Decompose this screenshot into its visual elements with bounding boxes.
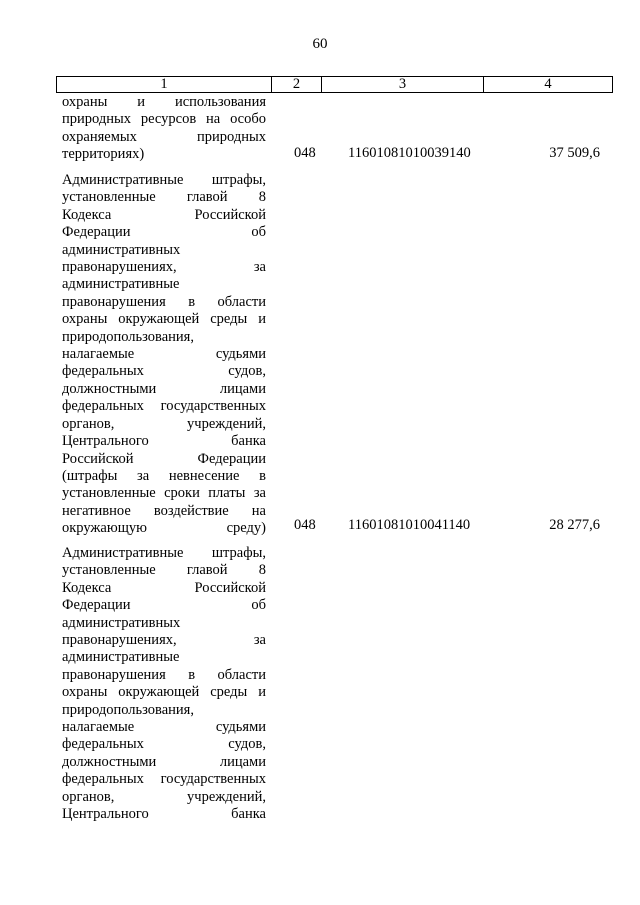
description-line: правонарушениях, за — [62, 259, 266, 276]
header-col-1: 1 — [57, 77, 272, 93]
page-number: 60 — [312, 36, 328, 52]
description-line: установленные сроки платы за — [62, 485, 266, 502]
description-line: Федерации об — [62, 597, 266, 614]
table-row — [62, 94, 266, 164]
row-description — [62, 94, 266, 164]
description-line: должностными лицами — [62, 380, 266, 397]
kbk-code: 11601081010041140 — [348, 517, 471, 533]
table-header — [56, 76, 613, 93]
description-line: правонарушения в области — [62, 293, 266, 310]
description-line: административные — [62, 649, 180, 666]
amount: 37 509,6 — [549, 145, 600, 161]
description-line: установленные главой 8 — [62, 562, 266, 579]
description-line: федеральных государственных — [62, 771, 266, 788]
description-line: должностными лицами — [62, 753, 266, 770]
amount: 28 277,6 — [549, 517, 600, 533]
header-col-4: 4 — [484, 77, 613, 93]
row-description — [62, 545, 266, 824]
description-line: установленные главой 8 — [62, 189, 266, 206]
description-line: органов, учреждений, — [62, 788, 266, 805]
table-row — [62, 172, 266, 538]
description-line: налагаемые судьями — [62, 346, 266, 363]
description-line: федеральных судов, — [62, 736, 266, 753]
description-line: Федерации об — [62, 224, 266, 241]
table-row — [62, 545, 266, 824]
description-line: Центрального банка — [62, 433, 266, 450]
description-line: охраны окружающей среды и — [62, 311, 266, 328]
description-line: охраняемых природных — [62, 128, 266, 145]
description-line: Административные штрафы, — [62, 172, 266, 188]
description-line: федеральных судов, — [62, 363, 266, 380]
description-line: Кодекса Российской — [62, 206, 266, 223]
description-line: налагаемые судьями — [62, 719, 266, 736]
description-line: негативное воздействие на — [62, 502, 266, 519]
description-line: окружающую среду) — [62, 520, 266, 537]
description-line: Центрального банка — [62, 806, 266, 823]
header-col-3: 3 — [322, 77, 484, 93]
description-line: органов, учреждений, — [62, 415, 266, 432]
description-line: административных — [62, 241, 181, 258]
description-line: Российской Федерации — [62, 450, 266, 467]
header-col-2: 2 — [272, 77, 322, 93]
description-line: правонарушения в области — [62, 666, 266, 683]
description-line: правонарушениях, за — [62, 632, 266, 649]
description-line: природопользования, — [62, 701, 194, 718]
row-description — [62, 172, 266, 538]
admin-code: 048 — [294, 145, 316, 161]
description-line: природных ресурсов на особо — [62, 111, 266, 128]
description-line: Административные штрафы, — [62, 545, 266, 561]
description-line: территориях) — [62, 146, 145, 163]
description-line: охраны окружающей среды и — [62, 684, 266, 701]
description-line: природопользования, — [62, 328, 194, 345]
description-line: Кодекса Российской — [62, 579, 266, 596]
admin-code: 048 — [294, 517, 316, 533]
description-line: административных — [62, 614, 181, 631]
description-line: федеральных государственных — [62, 398, 266, 415]
description-line: (штрафы за невнесение в — [62, 467, 266, 484]
kbk-code: 11601081010039140 — [348, 145, 471, 161]
description-line: административные — [62, 276, 180, 293]
description-line: охраны и использования — [62, 94, 266, 110]
